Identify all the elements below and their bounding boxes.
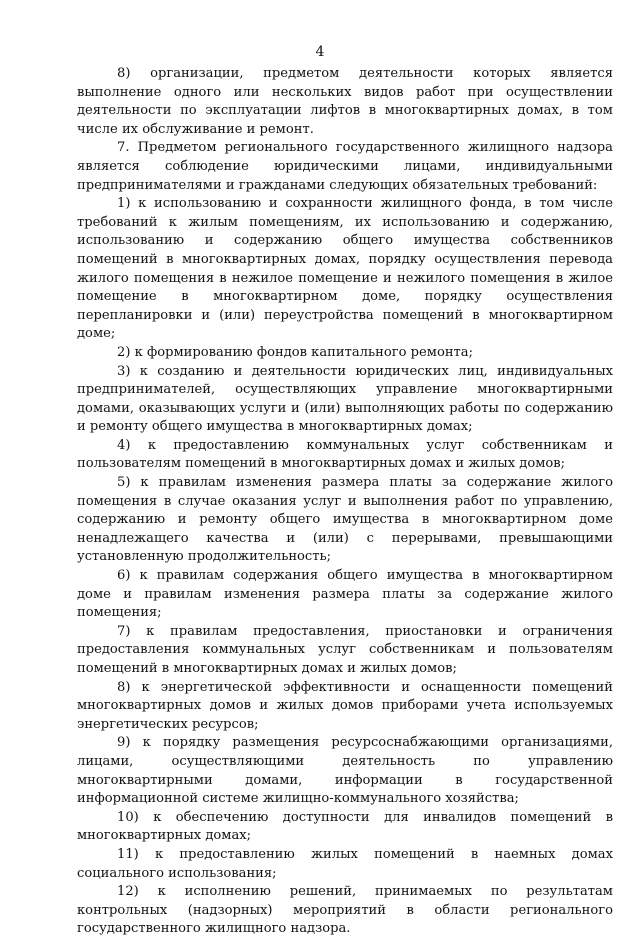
paragraph-item-8-organizations: 8) организации, предметом деятельности которых является выполнение одного или нескольких видов работ при осуществлении деятельности по эксплуатации лифтов в многоквартирных домах, в том числе их обслуживание и ремонт. bbox=[77, 66, 613, 137]
requirement-item-5: 5) к правилам изменения размера платы за содержание жилого помещения в случае оказания услуг и выполнения работ по управлению, содержанию и ремонту общего имущества в многоквартирном доме ненадлежащего качества и (или) с перерывами, превышающими установленную продолжительность; bbox=[77, 475, 613, 565]
requirement-item-4: 4) к предоставлению коммунальных услуг собственникам и пользователям помещений в многоквартирных домах и жилых домов; bbox=[77, 437, 613, 472]
requirement-item-10: 10) к обеспечению доступности для инвалидов помещений в многоквартирных домах; bbox=[77, 809, 613, 844]
page-number: 4 bbox=[315, 44, 325, 60]
requirement-item-2: 2) к формированию фондов капитального ремонта; bbox=[117, 344, 474, 360]
requirement-item-6: 6) к правилам содержания общего имущества в многоквартирном доме и правилам изменения размера платы за содержание жилого помещения; bbox=[77, 568, 613, 621]
document-body bbox=[77, 65, 613, 939]
requirement-item-1: 1) к использованию и сохранности жилищного фонда, в том числе требований к жилым помещениям, их использованию и содержанию, использованию и содержанию общего имущества собственников помещений в многоквартирных домах, порядку осуществления перевода жилого помещения в нежилое помещение и нежилого помещения в жилое помещение в многоквартирном доме, порядку осуществления перепланировки и (или) переустройства помещений в многоквартирном доме; bbox=[77, 196, 613, 342]
requirement-item-11: 11) к предоставлению жилых помещений в наемных домах социального использования; bbox=[77, 846, 613, 881]
requirement-item-12: 12) к исполнению решений, принимаемых по результатам контрольных (надзорных) мероприятий в области регионального государственного жилищного надзора. bbox=[77, 884, 613, 937]
paragraph-section-7: 7. Предметом регионального государственного жилищного надзора является соблюдение юридическими лицами, индивидуальными предпринимателями и гражданами следующих обязательных требований: bbox=[77, 140, 613, 193]
requirement-item-3: 3) к созданию и деятельности юридических лиц, индивидуальных предпринимателей, осуществляющих управление многоквартирными домами, оказывающих услуги и (или) выполняющих работы по содержанию и ремонту общего имущества в многоквартирных домах; bbox=[77, 363, 613, 435]
requirement-item-9: 9) к порядку размещения ресурсоснабжающими организациями, лицами, осуществляющими деятельность по управлению многоквартирными домами, информации в государственной информационной системе жилищно-коммунального хозяйства; bbox=[77, 735, 613, 807]
requirement-item-8: 8) к энергетической эффективности и оснащенности помещений многоквартирных домов и жилых домов приборами учета используемых энергетических ресурсов; bbox=[77, 679, 613, 732]
requirement-item-7: 7) к правилам предоставления, приостановки и ограничения предоставления коммунальных услуг собственникам и пользователям помещений в многоквартирных домах и жилых домов; bbox=[77, 623, 613, 676]
